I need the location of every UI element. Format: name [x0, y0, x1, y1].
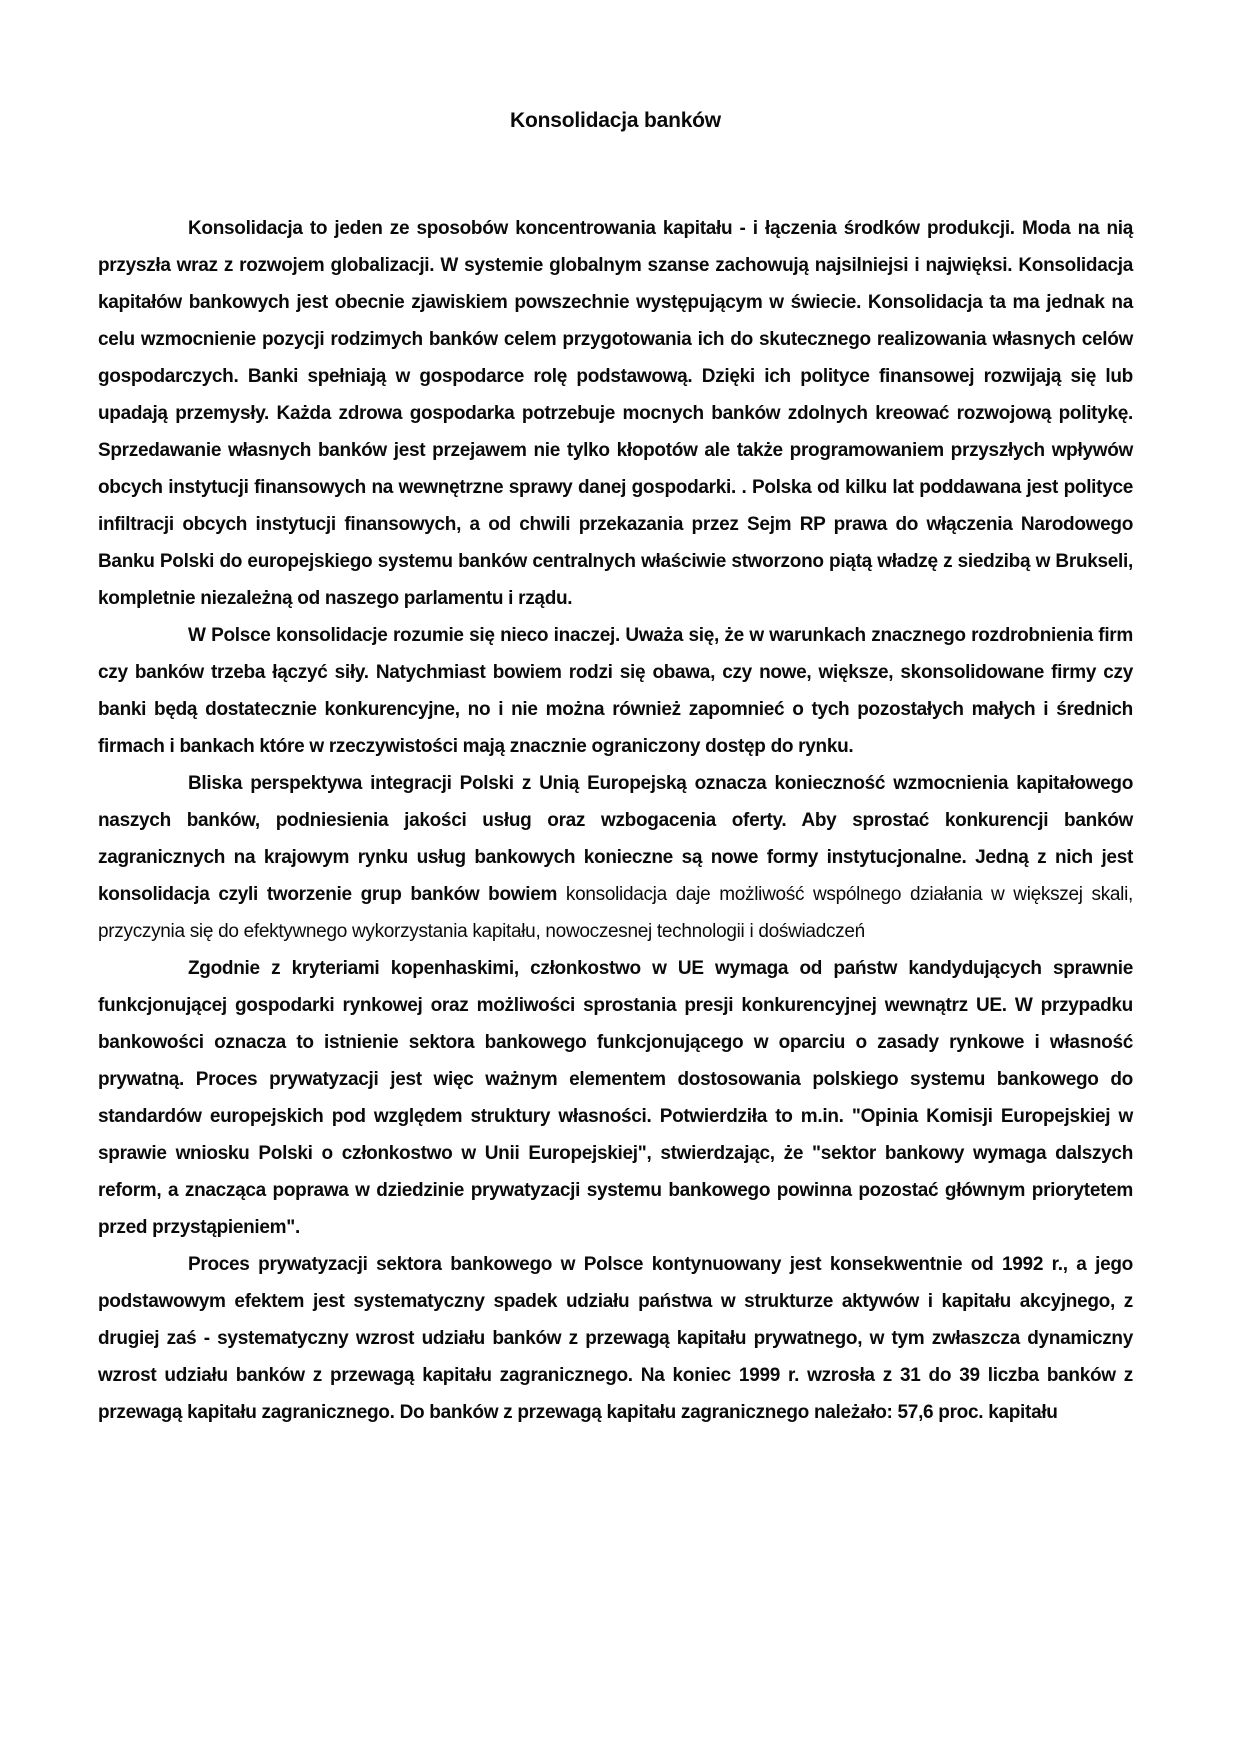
document-title: Konsolidacja banków — [510, 109, 721, 132]
paragraph-3 — [98, 765, 1133, 950]
paragraph-1: Konsolidacja to jeden ze sposobów koncentrowania kapitału - i łączenia środków produkcji. Moda na nią przyszła wraz z rozwojem globalizacji. W systemie globalnym szanse zachowują najsilniejsi i najwięksi. Konsolidacja kapitałów bankowych jest obecnie zjawiskiem powszechnie występującym w świecie. Konsolidacja ta ma jednak na celu wzmocnienie pozycji rodzimych banków celem przygotowania ich do skutecznego realizowania własnych celów gospodarczych. Banki spełniają w gospodarce rolę podstawową. Dzięki ich polityce finansowej rozwijają się lub upadają przemysły. Każda zdrowa gospodarka potrzebuje mocnych banków zdolnych kreować rozwojową politykę. Sprzedawanie własnych banków jest przejawem nie tylko kłopotów ale także programowaniem przyszłych wpływów obcych instytucji finansowych na wewnętrzne sprawy danej gospodarki. . Polska od kilku lat poddawana jest polityce infiltracji obcych instytucji finansowych, a od chwili przekazania przez Sejm RP prawa do włączenia Narodowego Banku Polski do europejskiego systemu banków centralnych właściwie stworzono piątą władzę z siedzibą w Brukseli, kompletnie niezależną od naszego parlamentu i rządu. — [98, 218, 1133, 609]
document-body — [98, 210, 1133, 1431]
paragraph-2: W Polsce konsolidacje rozumie się nieco inaczej. Uważa się, że w warunkach znacznego rozdrobnienia firm czy banków trzeba łączyć siły. Natychmiast bowiem rodzi się obawa, czy nowe, większe, skonsolidowane firmy czy banki będą dostatecznie konkurencyjne, no i nie można również zapomnieć o tych pozostałych małych i średnich firmach i bankach które w rzeczywistości mają znacznie ograniczony dostęp do rynku. — [98, 625, 1133, 757]
paragraph-3-bold-run: Bliska perspektywa integracji Polski z Unią Europejską oznacza konieczność wzmocnienia kapitałowego naszych banków, podniesienia jakości usług oraz wzbogacenia oferty. Aby sprostać konkurencji banków zagranicznych na krajowym rynku usług bankowych konieczne są nowe formy instytucjonalne. Jedną z nich jest konsolidacja czyli tworzenie grup banków bowiem — [98, 773, 1133, 905]
paragraph-5: Proces prywatyzacji sektora bankowego w Polsce kontynuowany jest konsekwentnie od 1992 r., a jego podstawowym efektem jest systematyczny spadek udziału państwa w strukturze aktywów i kapitału akcyjnego, z drugiej zaś - systematyczny wzrost udziału banków z przewagą kapitału prywatnego, w tym zwłaszcza dynamiczny wzrost udziału banków z przewagą kapitału zagranicznego. Na koniec 1999 r. wzrosła z 31 do 39 liczba banków z przewagą kapitału zagranicznego. Do banków z przewagą kapitału zagranicznego należało: 57,6 proc. kapitału — [98, 1254, 1133, 1423]
paragraph-3-regular-run: konsolidacja daje możliwość wspólnego działania w większej skali, przyczynia się do efektywnego wykorzystania kapitału, nowoczesnej technologii i doświadczeń — [98, 884, 1133, 942]
paragraph-4: Zgodnie z kryteriami kopenhaskimi, członkostwo w UE wymaga od państw kandydujących sprawnie funkcjonującej gospodarki rynkowej oraz możliwości sprostania presji konkurencyjnej wewnątrz UE. W przypadku bankowości oznacza to istnienie sektora bankowego funkcjonującego w oparciu o zasady rynkowe i własność prywatną. Proces prywatyzacji jest więc ważnym elementem dostosowania polskiego systemu bankowego do standardów europejskich pod względem struktury własności. Potwierdziła to m.in. "Opinia Komisji Europejskiej w sprawie wniosku Polski o członkostwo w Unii Europejskiej", stwierdzając, że "sektor bankowy wymaga dalszych reform, a znacząca poprawa w dziedzinie prywatyzacji systemu bankowego powinna pozostać głównym priorytetem przed przystąpieniem". — [98, 958, 1133, 1238]
